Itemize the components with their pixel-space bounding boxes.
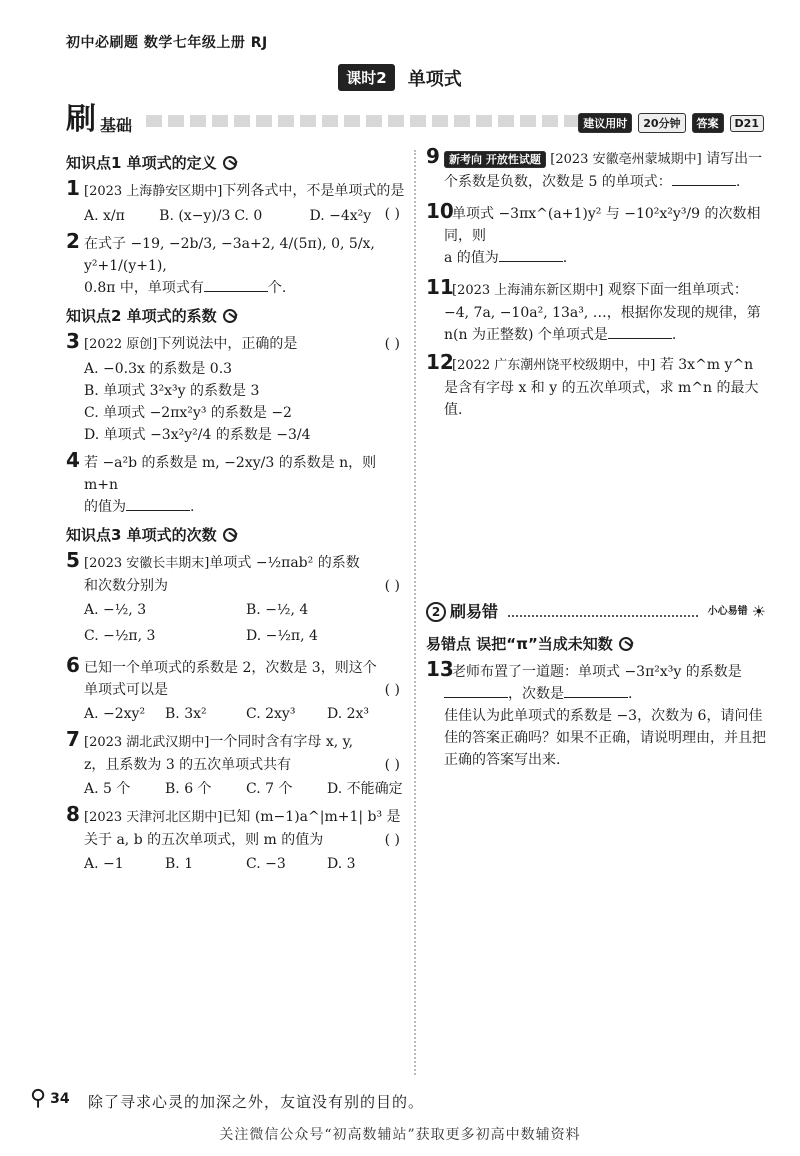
answer-label: 答案 bbox=[692, 113, 724, 133]
answer-paren: ( ) bbox=[384, 578, 400, 594]
question-stem-2: z，且系数为 3 的五次单项式共有 bbox=[84, 757, 292, 773]
check-target-icon bbox=[223, 309, 237, 323]
question-source: [2022 原创] bbox=[84, 337, 158, 352]
question-source: [2023 天津河北区期中] bbox=[84, 810, 223, 825]
option-c: C. −3 bbox=[246, 856, 286, 872]
options bbox=[84, 853, 408, 875]
kp-label: 知识点3 单项式的次数 bbox=[66, 526, 217, 544]
question-stem: 在式子 −19, −2b/3, −3a+2, 4/(5π), 0, 5/x, y²+1/(y+1), bbox=[84, 236, 375, 274]
question-stem-2: a 的值为 bbox=[444, 250, 499, 266]
answer-paren: ( ) bbox=[384, 832, 400, 848]
page-number-badge bbox=[30, 1086, 70, 1111]
error-section-label: 刷易错 bbox=[450, 602, 499, 621]
error-note: 小心易错 bbox=[707, 606, 748, 617]
question-number: 4 bbox=[66, 448, 80, 472]
band-label: 基础 bbox=[100, 116, 133, 135]
question-stem: 已知一个单项式的系数是 2，次数是 3，则这个 bbox=[84, 660, 377, 676]
check-target-icon bbox=[619, 637, 633, 651]
band-big-char: 刷 bbox=[66, 102, 96, 137]
answer-blank bbox=[608, 325, 672, 339]
question-source: [2023 安徽亳州蒙城期中] bbox=[550, 152, 702, 167]
question-stem-2: 和次数分别为 bbox=[84, 578, 168, 594]
answer-paren: ( ) bbox=[384, 206, 400, 222]
question-tail: . bbox=[190, 499, 195, 515]
option-b: B. (x−y)/3 bbox=[159, 208, 231, 224]
answer-paren: ( ) bbox=[384, 682, 400, 698]
options bbox=[84, 599, 408, 651]
answer-paren: ( ) bbox=[384, 336, 400, 352]
question-6 bbox=[66, 653, 408, 725]
lesson-heading bbox=[0, 64, 800, 91]
option-d: D. 不能确定 bbox=[327, 781, 403, 797]
watermark: 关注微信公众号“初高数辅站”获取更多初高中数辅资料 bbox=[219, 1127, 581, 1143]
option-a: A. −1 bbox=[84, 856, 124, 872]
question-tail: . bbox=[671, 327, 677, 343]
answer-blank bbox=[499, 248, 563, 262]
answer-blank-1 bbox=[444, 684, 508, 698]
question-number: 12 bbox=[426, 350, 454, 374]
page-number: 34 bbox=[50, 1090, 70, 1107]
lesson-title: 单项式 bbox=[407, 68, 462, 90]
question-number: 1 bbox=[66, 176, 80, 200]
option-b: B. 6 个 bbox=[165, 781, 212, 797]
answer-blank-2 bbox=[564, 684, 628, 698]
question-stem-2: 0.8π 中，单项式有 bbox=[84, 280, 204, 296]
question-7 bbox=[66, 727, 408, 800]
question-number: 11 bbox=[426, 275, 454, 299]
question-stem: 老师布置了一道题：单项式 −3π²x³y 的系数是 bbox=[452, 664, 742, 680]
option-a: A. x/π bbox=[84, 208, 125, 224]
kp-label: 知识点2 单项式的系数 bbox=[66, 307, 217, 325]
question-stem: 观察下面一组单项式：−4, 7a, −10a², 13a³, …，根据你发现的规律，第 n(n 为正整数) 个单项式是 bbox=[444, 282, 761, 343]
question-1 bbox=[66, 176, 408, 227]
question-4 bbox=[66, 448, 408, 518]
question-2 bbox=[66, 229, 408, 299]
compass-icon: ⚲ bbox=[30, 1086, 47, 1111]
question-13 bbox=[426, 657, 766, 771]
new-trend-tag: 新考向 开放性试题 bbox=[444, 151, 546, 168]
question-11 bbox=[426, 275, 766, 346]
question-number: 6 bbox=[66, 653, 80, 677]
question-stem: 下列说法中，正确的是 bbox=[157, 336, 298, 352]
question-number: 7 bbox=[66, 727, 80, 751]
error-point bbox=[426, 633, 766, 655]
question-number: 13 bbox=[426, 657, 454, 681]
knowledge-point-3 bbox=[66, 524, 408, 546]
question-stem: 单项式 −½πab² 的系数 bbox=[209, 555, 360, 571]
option-d: D. −4x²y bbox=[309, 208, 372, 224]
dotted-leader bbox=[508, 607, 698, 617]
option-c: C. −½π, 3 bbox=[84, 628, 156, 644]
lesson-tag: 课时2 bbox=[338, 64, 394, 91]
left-column bbox=[66, 148, 408, 881]
check-target-icon bbox=[223, 156, 237, 170]
option-c: C. 单项式 −2πx²y³ 的系数是 −2 bbox=[84, 405, 292, 421]
option-b: B. 1 bbox=[165, 856, 194, 872]
answer-blank bbox=[204, 278, 268, 292]
question-source: [2023 安徽长丰期末] bbox=[84, 556, 210, 571]
question-tail: . bbox=[628, 686, 633, 702]
kp-label: 知识点1 单项式的定义 bbox=[66, 154, 217, 172]
question-5 bbox=[66, 548, 408, 651]
option-c: C. 0 bbox=[234, 208, 263, 224]
band-stripe bbox=[146, 115, 604, 127]
answer-code: D21 bbox=[730, 115, 764, 132]
answer-paren: ( ) bbox=[384, 757, 400, 773]
error-point-label: 易错点 误把“π”当成未知数 bbox=[426, 635, 613, 653]
band-meta bbox=[578, 113, 764, 133]
option-a: A. 5 个 bbox=[84, 781, 131, 797]
question-number: 8 bbox=[66, 802, 80, 826]
question-stem: 下列各式中，不是单项式的是 bbox=[222, 183, 405, 199]
question-paragraph: 佳佳认为此单项式的系数是 −3，次数为 6，请问佳佳的答案正确吗？如果不正确，请说明理由，并且把正确的答案写出来. bbox=[444, 708, 766, 768]
column-divider bbox=[414, 150, 416, 1075]
question-stem: 若 −a²b 的系数是 m, −2xy/3 的系数是 n，则 m+n bbox=[84, 455, 377, 493]
question-10 bbox=[426, 199, 766, 269]
knowledge-point-1 bbox=[66, 152, 408, 174]
question-8 bbox=[66, 802, 408, 875]
option-b: B. −½, 4 bbox=[246, 602, 309, 618]
question-stem: 一个同时含有字母 x, y, bbox=[209, 734, 354, 750]
question-number: 9 bbox=[426, 144, 440, 168]
option-b: B. 3x² bbox=[165, 706, 207, 722]
option-c: C. 2xy³ bbox=[246, 706, 296, 722]
question-stem: 请写出一个系数是负数，次数是 5 的单项式： bbox=[444, 151, 763, 190]
question-source: [2023 上海浦东新区期中] bbox=[452, 283, 604, 298]
option-c: C. 7 个 bbox=[246, 781, 293, 797]
question-stem-mid: ，次数是 bbox=[508, 686, 564, 702]
option-a: A. −0.3x 的系数是 0.3 bbox=[84, 361, 233, 377]
option-a: A. −2xy² bbox=[84, 706, 146, 722]
options bbox=[84, 703, 408, 725]
sun-icon: ☀ bbox=[751, 602, 766, 621]
footer-quote: 除了寻求心灵的加深之外，友谊没有别的目的。 bbox=[88, 1093, 425, 1111]
question-number: 10 bbox=[426, 199, 454, 223]
question-stem: 若 3x^m y^n 是含有字母 x 和 y 的五次单项式，求 m^n 的最大值. bbox=[444, 357, 759, 418]
section-error-prone bbox=[426, 601, 766, 623]
question-3 bbox=[66, 329, 408, 446]
question-tail: . bbox=[735, 174, 741, 190]
question-source: [2023 上海静安区期中] bbox=[84, 184, 223, 199]
option-d: D. 3 bbox=[327, 856, 356, 872]
question-number: 5 bbox=[66, 548, 80, 572]
question-stem: 单项式 −3πx^(a+1)y² 与 −10²x²y³/9 的次数相同，则 bbox=[444, 206, 761, 244]
question-tail: 个. bbox=[267, 280, 287, 296]
options bbox=[84, 358, 408, 446]
question-number: 2 bbox=[66, 229, 80, 253]
error-badge-icon: 2 bbox=[426, 602, 446, 622]
question-source: [2023 湖北武汉期中] bbox=[84, 735, 210, 750]
option-b: B. 单项式 3²x³y 的系数是 3 bbox=[84, 383, 260, 399]
question-source: [2022 广东潮州饶平校级期中，中] bbox=[452, 358, 656, 373]
option-d: D. 2x³ bbox=[327, 706, 370, 722]
answer-blank bbox=[672, 172, 736, 186]
options bbox=[84, 205, 385, 227]
question-number: 3 bbox=[66, 329, 80, 353]
right-column bbox=[426, 144, 766, 777]
options bbox=[84, 778, 408, 800]
time-value: 20分钟 bbox=[638, 113, 685, 133]
question-12 bbox=[426, 350, 766, 421]
question-stem-2: 关于 a, b 的五次单项式，则 m 的值为 bbox=[84, 832, 324, 848]
check-target-icon bbox=[223, 528, 237, 542]
question-9 bbox=[426, 144, 766, 193]
question-stem-2: 单项式可以是 bbox=[84, 682, 168, 698]
option-d: D. 单项式 −3x²y²/4 的系数是 −3/4 bbox=[84, 427, 311, 443]
section-band-basic bbox=[66, 103, 764, 137]
knowledge-point-2 bbox=[66, 305, 408, 327]
option-a: A. −½, 3 bbox=[84, 602, 147, 618]
question-stem: 已知 (m−1)a^|m+1| b³ 是 bbox=[222, 809, 401, 825]
answer-blank bbox=[126, 497, 190, 511]
question-stem-2: 的值为 bbox=[84, 499, 126, 515]
page-footer bbox=[30, 1086, 770, 1116]
question-tail: . bbox=[562, 250, 568, 266]
book-header: 初中必刷题 数学七年级上册 RJ bbox=[66, 35, 268, 51]
option-d: D. −½π, 4 bbox=[246, 628, 318, 644]
time-label: 建议用时 bbox=[578, 113, 632, 133]
